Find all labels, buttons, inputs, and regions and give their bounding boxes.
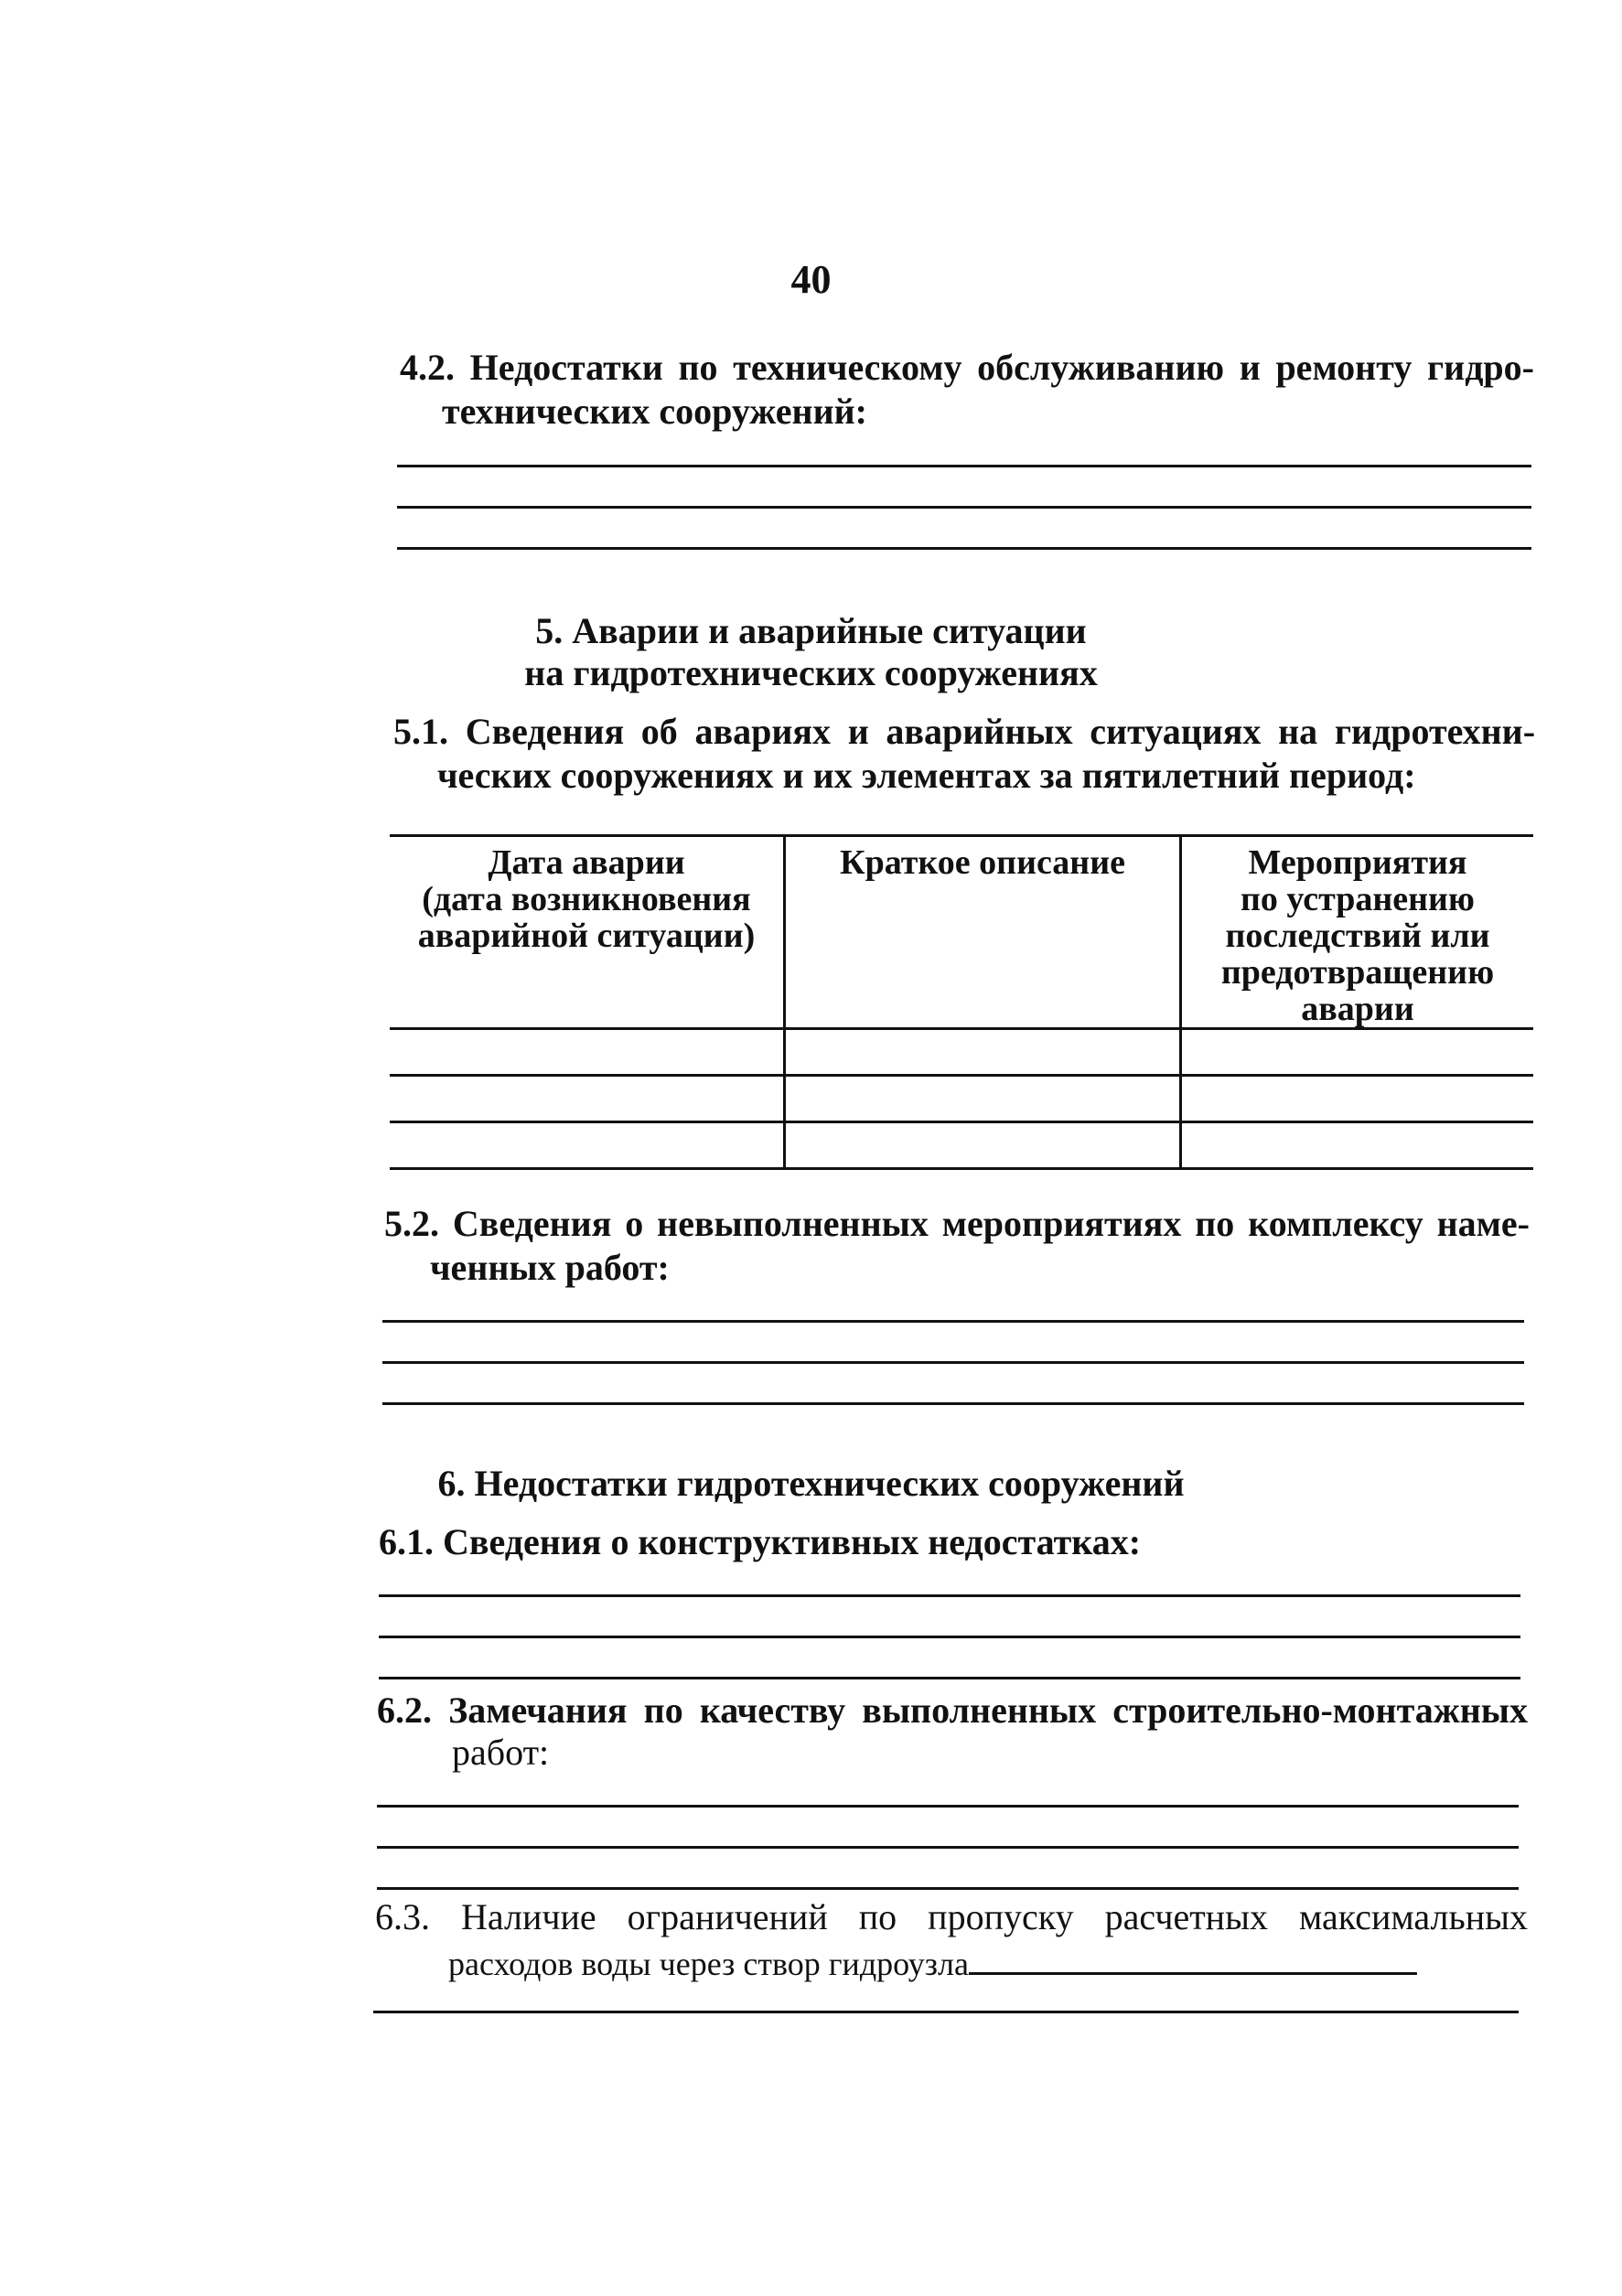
section-5-2-line1 bbox=[384, 1204, 1530, 1244]
fill-line bbox=[397, 506, 1531, 509]
fill-line bbox=[382, 1361, 1524, 1364]
section-6-2-number: 6.2. bbox=[377, 1690, 432, 1731]
table-row bbox=[390, 1076, 1533, 1122]
section-6-2-line1 bbox=[377, 1690, 1528, 1731]
fill-line bbox=[377, 1805, 1519, 1808]
accidents-table bbox=[390, 834, 1533, 1170]
section-6-2-text-line2: работ: bbox=[452, 1732, 550, 1773]
page-number: 40 bbox=[790, 257, 832, 302]
table-cell[interactable] bbox=[1181, 1122, 1534, 1169]
fill-line bbox=[377, 1846, 1519, 1849]
table-cell[interactable] bbox=[1181, 1076, 1534, 1122]
section-6-3-text-line2: расходов воды через створ гидроузла bbox=[448, 1946, 969, 1982]
column-header-measures: Мероприятия по устранению последствий или предотвращению аварии bbox=[1181, 836, 1534, 1029]
fill-line bbox=[969, 1941, 1417, 1975]
table-cell[interactable] bbox=[785, 1076, 1181, 1122]
column-header-date: Дата аварии (дата возникновения аварийной ситуации) bbox=[390, 836, 785, 1029]
section-5-2-number: 5.2. bbox=[384, 1203, 439, 1244]
column-header-description: Краткое описание bbox=[785, 836, 1181, 1029]
section-6-2-text-line1: Замечания по качеству выполненных строительно-монтажных bbox=[448, 1690, 1528, 1731]
section-5-1-number: 5.1. bbox=[393, 711, 448, 752]
section-4-2-number: 4.2. bbox=[400, 347, 455, 388]
section-5-1-text-line1: Сведения об авариях и аварийных ситуациях на гидротехни- bbox=[465, 711, 1536, 752]
section-4-2-line1 bbox=[400, 348, 1534, 388]
fill-line bbox=[382, 1320, 1524, 1323]
table-cell[interactable] bbox=[390, 1076, 785, 1122]
fill-line bbox=[373, 2011, 1519, 2013]
fill-line bbox=[377, 1887, 1519, 1890]
table-cell[interactable] bbox=[1181, 1029, 1534, 1076]
table-row bbox=[390, 1029, 1533, 1076]
section-5-heading-line1: 5. Аварии и аварийные ситуации bbox=[535, 610, 1087, 651]
section-5-1-text-line2: ческих сооружениях и их элементах за пятилетний период: bbox=[437, 755, 1416, 796]
fill-line bbox=[379, 1677, 1520, 1679]
table-cell[interactable] bbox=[785, 1122, 1181, 1169]
section-4-2-text-line2: технических сооружений: bbox=[442, 391, 867, 432]
fill-line bbox=[397, 465, 1531, 467]
section-5-2-text-line1: Сведения о невыполненных мероприятиях по комплексу наме- bbox=[452, 1203, 1530, 1244]
fill-line bbox=[397, 547, 1531, 550]
section-6-3-line1 bbox=[375, 1897, 1528, 1937]
section-6-3-text-line1: Наличие ограничений по пропуску расчетных максимальных bbox=[461, 1896, 1528, 1937]
section-5-heading-line2: на гидротехнических сооружениях bbox=[524, 652, 1098, 693]
section-4-2-text-line1: Недостатки по техническому обслуживанию и ремонту гидро- bbox=[469, 347, 1534, 388]
fill-line bbox=[379, 1636, 1520, 1638]
table-cell[interactable] bbox=[390, 1122, 785, 1169]
fill-line bbox=[379, 1594, 1520, 1597]
section-6-3-line2 bbox=[448, 1941, 1528, 1984]
section-5-2-text-line2: ченных работ: bbox=[430, 1247, 670, 1288]
section-6-1-number: 6.1. bbox=[379, 1521, 434, 1562]
section-6-1-line1 bbox=[379, 1522, 1522, 1562]
section-6-3-number: 6.3. bbox=[375, 1896, 430, 1937]
section-5-1-line1 bbox=[393, 712, 1535, 752]
fill-line bbox=[382, 1402, 1524, 1405]
section-6-heading: 6. Недостатки гидротехнических сооружений bbox=[437, 1463, 1185, 1504]
table-cell[interactable] bbox=[390, 1029, 785, 1076]
section-6-1-text-line1: Сведения о конструктивных недостатках: bbox=[443, 1521, 1142, 1562]
table-cell[interactable] bbox=[785, 1029, 1181, 1076]
table-row bbox=[390, 1122, 1533, 1169]
table-header-row bbox=[390, 836, 1533, 1029]
